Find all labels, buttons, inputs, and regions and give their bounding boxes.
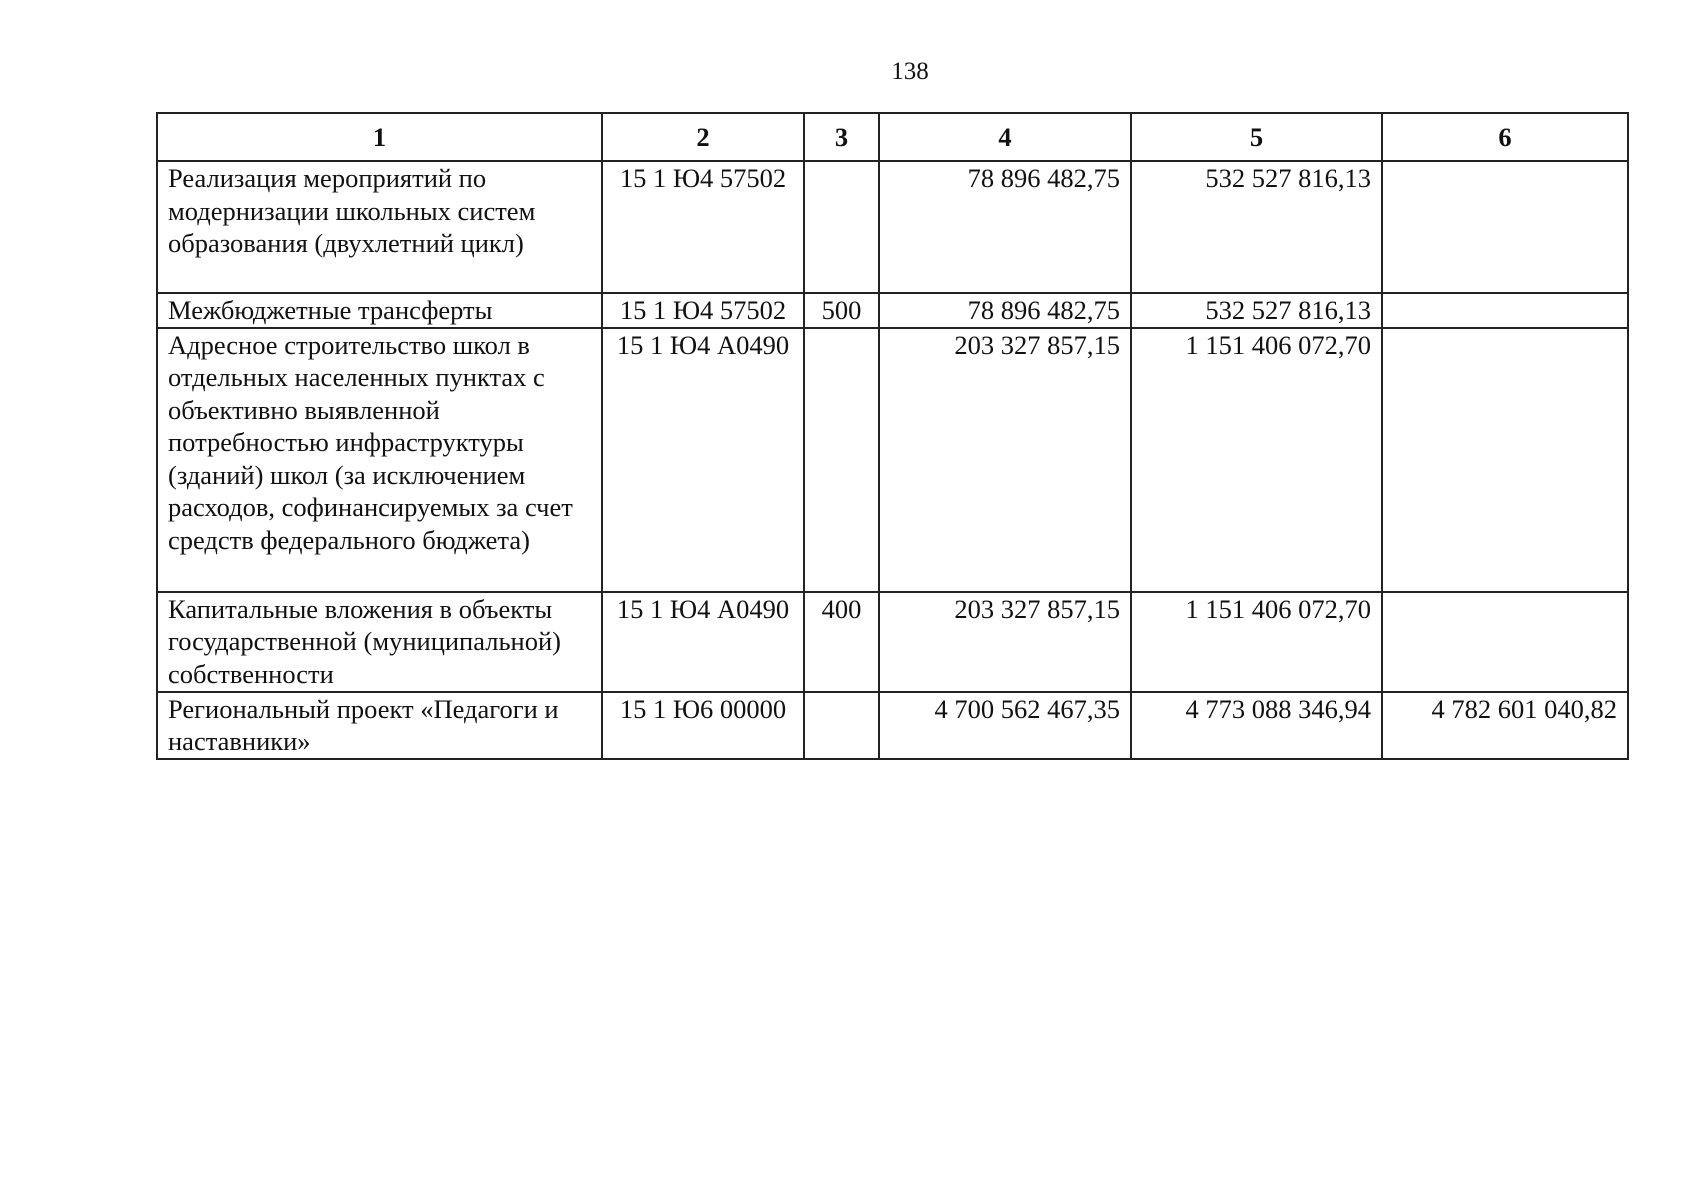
column-header: 2 — [602, 113, 804, 161]
row-name: Реализация мероприятий по модернизации школьных систем образования (двухлетний цикл) — [157, 161, 602, 293]
table-header-row — [157, 113, 1628, 161]
row-name: Межбюджетные трансферты — [157, 293, 602, 328]
row-expense-type — [804, 161, 879, 293]
table-row — [157, 161, 1628, 293]
row-value-col6 — [1382, 592, 1628, 692]
row-value-col5: 1 151 406 072,70 — [1131, 592, 1382, 692]
column-header: 4 — [879, 113, 1131, 161]
row-code: 15 1 Ю4 А0490 — [602, 328, 804, 592]
row-value-col4: 203 327 857,15 — [879, 328, 1131, 592]
row-expense-type: 400 — [804, 592, 879, 692]
table-row — [157, 328, 1628, 592]
row-value-col4: 203 327 857,15 — [879, 592, 1131, 692]
row-name: Адресное строительство школ в отдельных населенных пунктах с объективно выявленной потребностью инфраструктуры (зданий) школ (за исключением расходов, софинансируемых за счет средств федерального бюджета) — [157, 328, 602, 592]
table-row — [157, 293, 1628, 328]
row-value-col5: 532 527 816,13 — [1131, 293, 1382, 328]
row-code: 15 1 Ю6 00000 — [602, 692, 804, 759]
row-name: Капитальные вложения в объекты государственной (муниципальной) собственности — [157, 592, 602, 692]
row-code: 15 1 Ю4 57502 — [602, 161, 804, 293]
row-code: 15 1 Ю4 57502 — [602, 293, 804, 328]
table-row — [157, 692, 1628, 759]
row-value-col5: 1 151 406 072,70 — [1131, 328, 1382, 592]
column-header: 5 — [1131, 113, 1382, 161]
row-name: Региональный проект «Педагоги и наставники» — [157, 692, 602, 759]
table-row — [157, 592, 1628, 692]
row-value-col6: 4 782 601 040,82 — [1382, 692, 1628, 759]
row-expense-type: 500 — [804, 293, 879, 328]
row-value-col6 — [1382, 328, 1628, 592]
row-value-col6 — [1382, 293, 1628, 328]
budget-table — [156, 112, 1629, 760]
row-expense-type — [804, 328, 879, 592]
row-value-col4: 78 896 482,75 — [879, 293, 1131, 328]
row-value-col4: 4 700 562 467,35 — [879, 692, 1131, 759]
row-code: 15 1 Ю4 А0490 — [602, 592, 804, 692]
row-value-col5: 4 773 088 346,94 — [1131, 692, 1382, 759]
row-expense-type — [804, 692, 879, 759]
page-number: 138 — [891, 58, 929, 85]
column-header: 3 — [804, 113, 879, 161]
column-header: 1 — [157, 113, 602, 161]
row-value-col5: 532 527 816,13 — [1131, 161, 1382, 293]
row-value-col4: 78 896 482,75 — [879, 161, 1131, 293]
column-header: 6 — [1382, 113, 1628, 161]
row-value-col6 — [1382, 161, 1628, 293]
